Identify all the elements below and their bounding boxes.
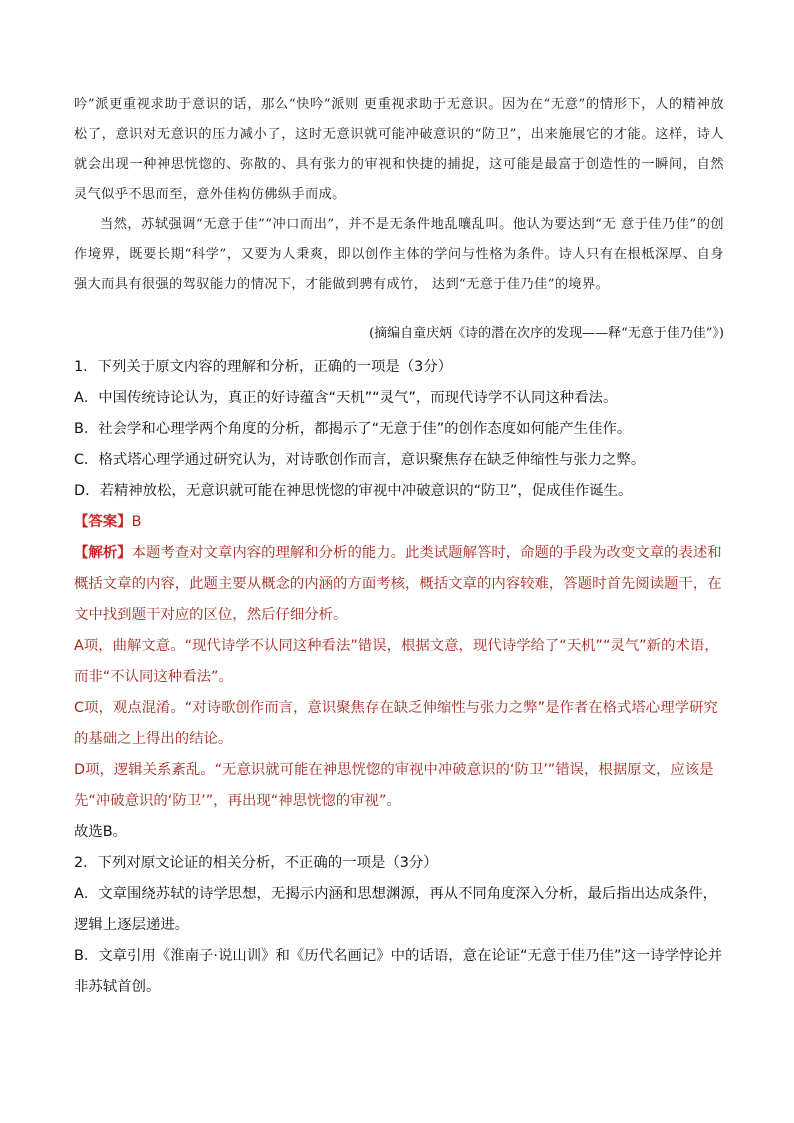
question-1-stem: 1．下列关于原文内容的理解和分析，正确的一项是（3分） [74, 359, 453, 375]
answer-value: B [131, 514, 142, 530]
analysis-text: 本题考查对文章内容的理解和分析的能力。此类试题解答时，命题的手段为改变文章的表述和概括文章的内容，此题主要从概念的内涵的方面考核，概括文章的内容较难，答题时首先阅读题干，在文中找到题干对应的区位，然后仔细分析。 [74, 545, 722, 623]
question-1-option-d: D．若精神放松，无意识就可能在神思恍惚的审视中冲破意识的“防卫”，促成佳作诞生。 [74, 483, 633, 499]
question-1-option-b: B．社会学和心理学两个角度的分析，都揭示了“无意于佳”的创作态度如何能产生佳作。 [74, 421, 632, 437]
analysis-note-d: D项，逻辑关系紊乱。“无意识就可能在神思恍惚的审视中冲破意识的‘防卫’”错误，根据原文，应该是先“冲破意识的‘防卫’”，再出现“神思恍惚的审视”。 [74, 762, 714, 809]
answer-conclusion: 故选B。 [74, 824, 128, 840]
answer-tag: 【答案】 [74, 514, 132, 530]
passage-source: (摘编自童庆炳《诗的潜在次序的发现——释“无意于佳乃佳”》) [369, 326, 724, 341]
question-2-stem: 2．下列对原文论证的相关分析，不正确的一项是（3分） [74, 855, 438, 871]
analysis-paragraph [74, 538, 724, 631]
question-2-option-b: B．文章引用《淮南子·说山训》和《历代名画记》中的话语，意在论证“无意于佳乃佳”这一诗学悖论并非苏轼首创。 [74, 948, 723, 995]
question-section [74, 352, 724, 1003]
question-1-option-a: A．中国传统诗论认为，真正的好诗蕴含“天机”“灵气”，而现代诗学不认同这种看法。 [74, 390, 618, 406]
passage-paragraph-2: 当然，苏轼强调“无意于佳”“冲口而出”，并不是无条件地乱嚷乱叫。他认为要达到“无 意于佳乃佳”的创作境界，既要长期“科学”，又要为人秉爽，即以创作主体的学问与性格为条件。诗人只有在根柢深厚、自身强大而具有很强的驾驭能力的情况下，才能做到骋有成竹， 达到“无意于佳乃佳”的境界。 [74, 217, 724, 292]
analysis-note-c: C项，观点混淆。“对诗歌创作而言，意识聚焦存在缺乏伸缩性与张力之弊”是作者在格式塔心理学研究的基础之上得出的结论。 [74, 700, 718, 747]
question-1-option-c: C．格式塔心理学通过研究认为，对诗歌创作而言，意识聚焦存在缺乏伸缩性与张力之弊。 [74, 452, 646, 468]
answer-line [74, 507, 724, 538]
passage-paragraph-1: 吟”派更重视求助于意识的话，那么“快吟”派则 更重视求助于无意识。因为在“无意”的情形下，人的精神放松了，意识对无意识的压力减小了，这时无意识就可能冲破意识的“防卫”，出来施展它的才能。这样，诗人就会出现一种神思恍惚的、弥散的、具有张力的审视和快捷的捕捉，这可能是最富于创造性的一瞬间，自然灵气似乎不思而至，意外佳构仿佛纵手而成。 [74, 97, 724, 202]
analysis-note-a: A项，曲解文意。“现代诗学不认同这种看法”错误，根据文意，现代诗学给了“天机”“灵气”新的术语，而非“不认同这种看法”。 [74, 638, 719, 685]
passage-text [74, 90, 724, 300]
question-2-option-a: A．文章围绕苏轼的诗学思想，无揭示内涵和思想渊源，再从不同角度深入分析，最后指出达成条件，逻辑上逐层递进。 [74, 886, 718, 933]
analysis-tag: 【解析】 [74, 545, 132, 561]
